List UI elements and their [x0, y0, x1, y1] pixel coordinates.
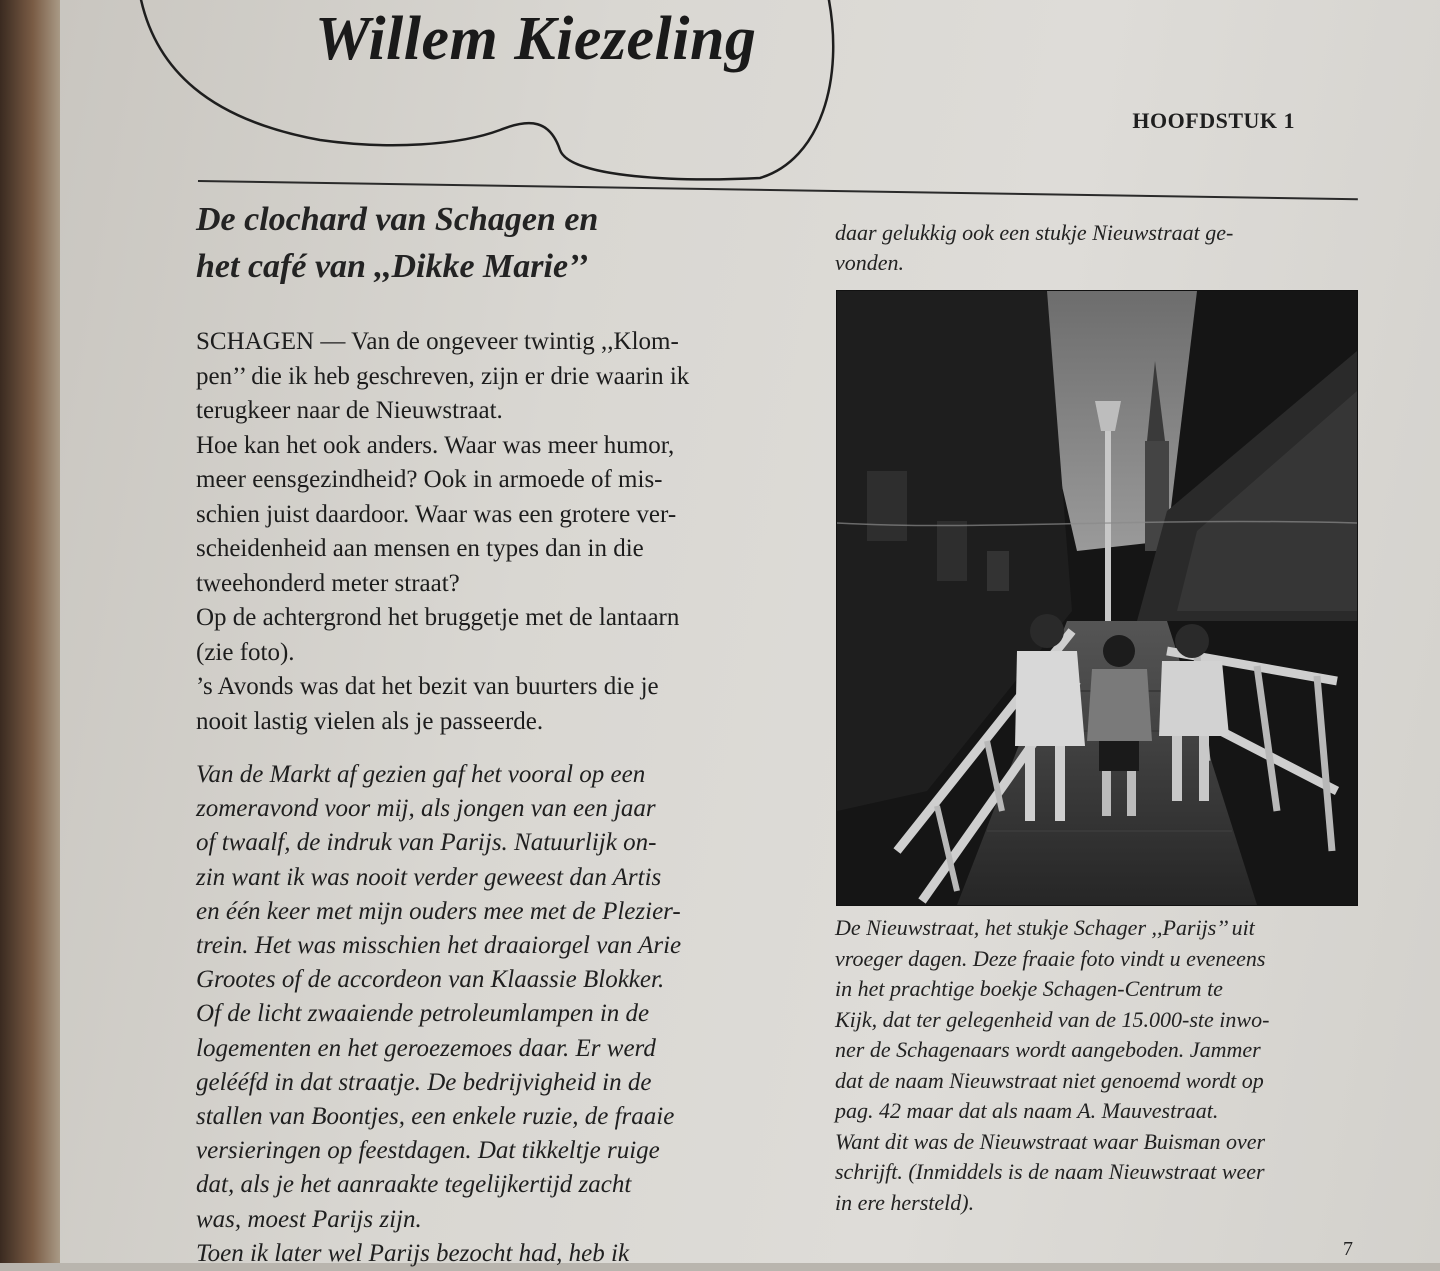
caption-line: in ere hersteld).: [835, 1189, 975, 1215]
body-line: Op de achtergrond het bruggetje met de lantaarn: [196, 604, 680, 631]
continuation-line: vonden.: [835, 250, 905, 275]
body-line: scheidenheid aan mensen en types dan in die: [196, 535, 644, 562]
italic-line: trein. Het was misschien het draaiorgel van Arie: [196, 932, 682, 960]
caption-line: schrijft. (Inmiddels is de naam Nieuwstraat weer: [835, 1159, 1265, 1184]
body-line: schien juist daardoor. Waar was een grotere ver-: [196, 500, 677, 528]
headline-line: het café van ,,Dikke Marie’’: [196, 248, 589, 285]
body-line: meer eensgezindheid? Ook in armoede of mis-: [196, 466, 663, 493]
italic-line: zomeravond voor mij, als jongen van een jaar: [196, 795, 656, 823]
italic-line: stallen van Boontjes, een enkele ruzie, de fraaie: [196, 1103, 675, 1131]
italic-line: Van de Markt af gezien gaf het vooral op een: [196, 761, 646, 788]
italic-line: versieringen op feestdagen. Dat tikkeltje ruige: [196, 1137, 660, 1165]
caption-line: De Nieuwstraat, het stukje Schager ,,Parijs’’ uit: [835, 915, 1255, 940]
body-line: nooit lastig vielen als je passeerde.: [196, 707, 544, 735]
caption-line: dat de naam Nieuwstraat niet genoemd wordt op: [835, 1067, 1264, 1093]
author-name: Willem Kiezeling: [315, 5, 757, 73]
headline-line: De clochard van Schagen en: [196, 201, 599, 238]
italic-line: was, moest Parijs zijn.: [196, 1205, 422, 1233]
body-line: pen’’ die ik heb geschreven, zijn er drie waarin ik: [196, 362, 690, 390]
photo-caption: [835, 913, 1375, 1218]
body-line: ’s Avonds was dat het bezit van buurters die je: [196, 673, 659, 700]
caption-line: Kijk, dat ter gelegenheid van de 15.000-ste inwo-: [835, 1006, 1270, 1032]
article-body: [196, 325, 780, 739]
italic-line: of twaalf, de indruk van Parijs. Natuurlijk on-: [196, 829, 657, 857]
body-line: (zie foto).: [196, 638, 295, 666]
continuation-line: daar gelukkig ook een stukje Nieuwstraat ge-: [835, 220, 1234, 245]
caption-line: pag. 42 maar dat als naam A. Mauvestraat.: [835, 1098, 1219, 1123]
italic-line: Grootes of de accordeon van Klaassie Blokker.: [196, 966, 665, 994]
italic-line: Of de licht zwaaiende petroleumlampen in de: [196, 1000, 650, 1028]
italic-line: gelééfd in dat straatje. De bedrijvigheid in de: [196, 1068, 652, 1096]
body-line: Hoe kan het ook anders. Waar was meer humor,: [196, 431, 675, 459]
article-headline: [196, 196, 716, 290]
body-line: tweehonderd meter straat?: [196, 569, 460, 597]
italic-line: logementen en het geroezemoes daar. Er werd: [196, 1034, 656, 1062]
italic-line: dat, als je het aanraakte tegelijkertijd zacht: [196, 1171, 632, 1199]
italic-line: en één keer met mijn ouders mee met de Plezier-: [196, 897, 681, 925]
italic-line: Toen ik later wel Parijs bezocht had, heb ik: [196, 1239, 630, 1267]
street-photo: [836, 290, 1358, 906]
chapter-label: HOOFDSTUK 1: [1132, 108, 1295, 133]
caption-line: ner de Schagenaars wordt aangeboden. Jammer: [835, 1037, 1261, 1062]
page-number: 7: [1343, 1238, 1353, 1260]
book-spine-shadow: [0, 0, 60, 1263]
book-page: [60, 0, 1440, 1267]
street-photo-illustration: [837, 291, 1357, 905]
caption-line: in het prachtige boekje Schagen-Centrum te: [835, 976, 1223, 1001]
italic-passage: [196, 758, 796, 1271]
body-line: SCHAGEN — Van de ongeveer twintig ,,Klom-: [196, 328, 679, 355]
caption-line: Want dit was de Nieuwstraat waar Buisman over: [835, 1128, 1266, 1154]
body-line: terugkeer naar de Nieuwstraat.: [196, 397, 503, 424]
right-column-continuation: [835, 218, 1375, 278]
caption-line: vroeger dagen. Deze fraaie foto vindt u eveneens: [835, 945, 1266, 971]
italic-line: zin want ik was nooit verder geweest dan Artis: [196, 863, 662, 891]
